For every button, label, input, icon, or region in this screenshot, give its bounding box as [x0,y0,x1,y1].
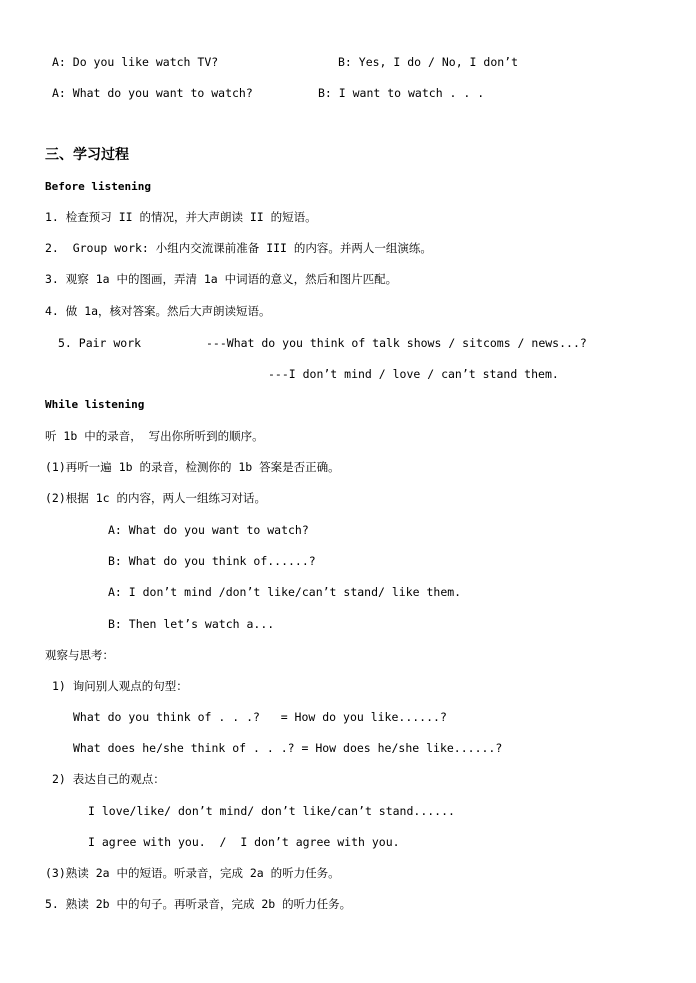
dialogue-line-a1: A: Do you like watch TV? [52,55,219,69]
while-dialog-line: A: What do you want to watch? [108,523,309,537]
pair-work-answer: ---I don’t mind / love / can’t stand them. [268,367,559,381]
before-item-3: 3. 观察 1a 中的图画，弄清 1a 中词语的意义，然后和图片匹配。 [45,272,398,286]
pair-work-question: ---What do you think of talk shows / sitcoms / news...? [206,336,587,350]
while-dialog-line: B: Then let’s watch a... [108,617,275,631]
observe-step-5: 5. 熟读 2b 中的句子。再听录音，完成 2b 的听力任务。 [45,897,352,911]
dialogue-line-b1: B: Yes, I do / No, I don’t [338,55,519,69]
section-title: 三、学习过程 [45,147,129,163]
while-step-2: (2)根据 1c 的内容，两人一组练习对话。 [45,491,266,505]
observe-step-3: (3)熟读 2a 中的短语。听录音，完成 2a 的听力任务。 [45,866,340,880]
while-listening-heading: While listening [45,398,145,411]
while-step-1: (1)再听一遍 1b 的录音，检测你的 1b 答案是否正确。 [45,460,340,474]
before-item-4: 4. 做 1a，核对答案。然后大声朗读短语。 [45,304,271,318]
while-intro: 听 1b 中的录音， 写出你所听到的顺序。 [45,429,264,443]
observe-sentence: What do you think of . . .? = How do you like......? [73,710,447,724]
before-listening-heading: Before listening [45,180,151,193]
observe-point-1: 1) 询问别人观点的句型： [52,679,188,693]
before-item-1: 1. 检查预习 II 的情况，并大声朗读 II 的短语。 [45,210,317,224]
dialogue-line-a2: A: What do you want to watch? [52,86,253,100]
while-dialog-line: A: I don’t mind /don’t like/can’t stand/ like them. [108,585,462,599]
observe-point-2: 2) 表达自己的观点： [52,772,165,786]
dialogue-line-b2: B: I want to watch . . . [318,86,485,100]
pair-work-label: 5. Pair work [58,336,142,350]
observe-sentence: I agree with you. / I don’t agree with you. [88,835,400,849]
while-dialog-line: B: What do you think of......? [108,554,316,568]
observe-heading: 观察与思考： [45,648,114,662]
before-item-2: 2. Group work: 小组内交流课前准备 III 的内容。并两人一组演练。 [45,241,432,255]
observe-sentence: What does he/she think of . . .? = How does he/she like......? [73,741,503,755]
observe-sentence: I love/like/ don’t mind/ don’t like/can’t stand...... [88,804,455,818]
